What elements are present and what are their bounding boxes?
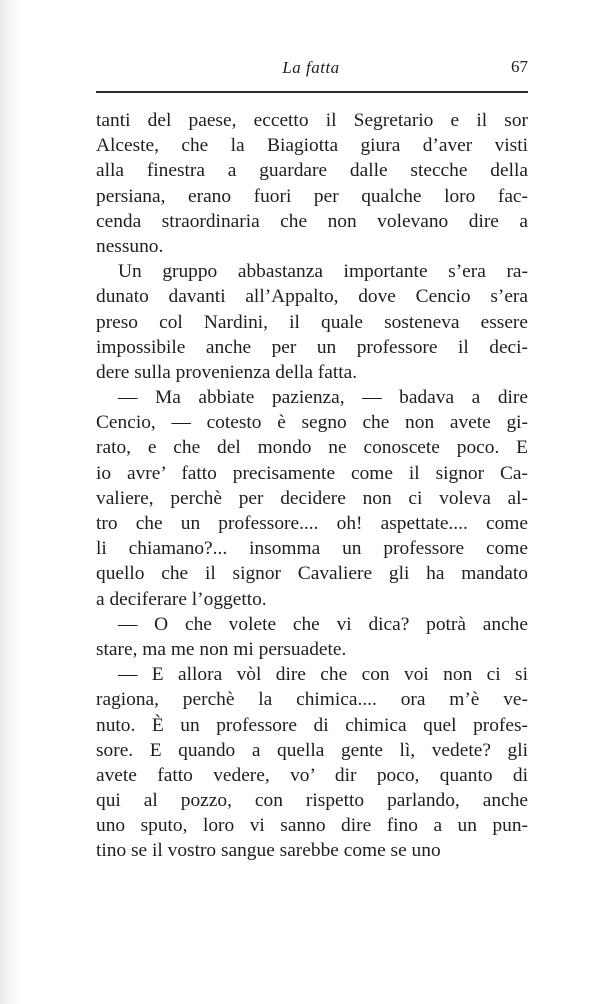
text-line: a deciferare l’oggetto. (96, 588, 267, 610)
running-head (92, 58, 530, 82)
text-line: io avre’ fatto precisamente come il signor Ca- (96, 462, 528, 484)
text-line: tino se il vostro sangue sarebbe come se uno (96, 840, 441, 862)
text-line: — E allora vòl dire che con voi non ci si (118, 664, 528, 686)
text-line: — O che volete che vi dica? potrà anche (118, 613, 528, 635)
header-rule (96, 91, 528, 93)
text-line: dere sulla provenienza della fatta. (96, 361, 358, 383)
text-line: ragiona, perchè la chimica.... ora m’è ve- (96, 689, 528, 711)
paragraph (96, 108, 528, 259)
text-line: preso col Nardini, il quale sosteneva essere (96, 311, 528, 333)
text-line: uno sputo, loro vi sanno dire fino a un pun- (96, 815, 528, 837)
text-line: rato, e che del mondo ne conoscete poco. E (96, 437, 528, 459)
text-line: sore. E quando a quella gente lì, vedete? gli (96, 739, 528, 761)
paragraph (96, 612, 528, 662)
text-line: dunato davanti all’Appalto, dove Cencio s’era (96, 286, 528, 308)
text-line: persiana, erano fuori per qualche loro fac- (96, 185, 528, 207)
text-line: nuto. È un professore di chimica quel profes- (96, 714, 528, 736)
text-line: impossibile anche per un professore il deci- (96, 336, 528, 358)
text-line: avete fatto vedere, vo’ dir poco, quanto di (96, 764, 528, 786)
paragraph (96, 385, 528, 612)
text-line: alla finestra a guardare dalle stecche della (96, 160, 528, 182)
text-line: valiere, perchè per decidere non ci voleva al- (96, 487, 528, 509)
text-line: Un gruppo abbastanza importante s’era ra- (118, 261, 528, 283)
text-line: Cencio, — cotesto è segno che non avete gi- (96, 412, 528, 434)
text-line: cenda straordinaria che non volevano dire a (96, 210, 528, 232)
body-text (96, 108, 528, 864)
text-line: tro che un professore.... oh! aspettate.... come (96, 513, 528, 534)
chapter-title: La fatta (282, 58, 340, 77)
text-line: stare, ma me non mi persuadete. (96, 638, 347, 660)
text-line: — Ma abbiate pazienza, — badava a dire (118, 387, 528, 409)
text-line: qui al pozzo, con rispetto parlando, anche (96, 790, 528, 812)
page-number: 67 (511, 57, 528, 76)
text-line: li chiamano?... insomma un professore come (96, 538, 528, 560)
text-line: tanti del paese, eccetto il Segretario e il sor (96, 110, 528, 131)
paragraph (96, 662, 528, 864)
paragraph (96, 259, 528, 385)
text-line: nessuno. (96, 235, 164, 257)
text-line: Alceste, che la Biagiotta giura d’aver visti (96, 135, 528, 157)
text-line: quello che il signor Cavaliere gli ha mandato (96, 563, 528, 585)
